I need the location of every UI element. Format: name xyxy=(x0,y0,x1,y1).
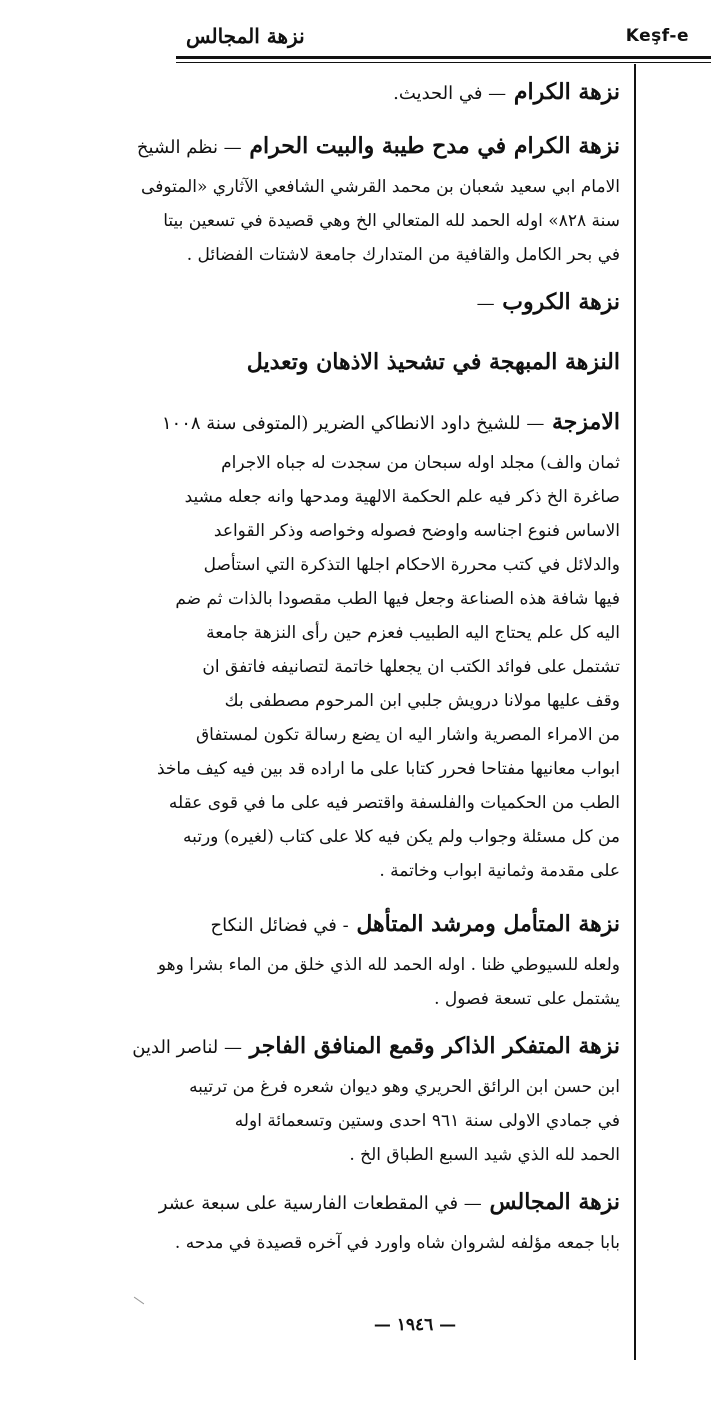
running-head-right: Keşf-e xyxy=(625,26,689,46)
entry-title: النزهة المبهجة في تشحيذ الاذهان وتعديل xyxy=(246,349,620,375)
body-text-line: ثمان والف) مجلد اوله سبحان من سجدت له جباه الاجرام xyxy=(221,453,620,473)
body-text-line: في بحر الكامل والقافية من المتدارك جامعة لاشتات الفضائل . xyxy=(186,245,620,265)
body-text-line: الحمد لله الذي شيد السبع الطباق الخ . xyxy=(349,1145,620,1165)
entry-spacer xyxy=(180,1016,620,1024)
entry-title: نزهة الكرام xyxy=(513,79,620,105)
body-text-line: صاغرة الخ ذكر فيه علم الحكمة الالهية ومدحها وانه جعله مشيد xyxy=(184,487,620,507)
column-rule xyxy=(634,64,636,1360)
body-text-line: ابن حسن ابن الرائق الحريري وهو ديوان شعره فرغ من ترتيبه xyxy=(189,1077,620,1097)
entry-title: نزهة المتفكر الذاكر وقمع المنافق الفاجر xyxy=(249,1033,620,1059)
body-text-line: الاساس فنوع اجناسه واوضح فصوله وخواصه وذكر القواعد xyxy=(213,521,620,541)
scan-mark xyxy=(134,1297,144,1305)
entry-subtitle: — نظم الشيخ xyxy=(136,137,242,158)
entries-column xyxy=(132,70,620,1268)
entry-subtitle: — لناصر الدين xyxy=(132,1037,242,1058)
entry-heading xyxy=(180,280,620,326)
entry-title: نزهة الكروب xyxy=(502,289,620,315)
body-text-line: من كل مسئلة وجواب ولم يكن فيه كلا على كتاب (لغيره) ورتبه xyxy=(182,827,620,847)
body-text-line: والدلائل في كتب محررة الاحكام اجلها التذكرة التي استأصل xyxy=(203,555,620,575)
entry-heading xyxy=(180,340,620,386)
entry-subtitle: - في فضائل النكاح xyxy=(210,915,349,936)
entry-title: نزهة المتأمل ومرشد المتأهل xyxy=(356,911,620,937)
body-text-line: يشتمل على تسعة فصول . xyxy=(434,989,620,1009)
body-text-line: من الامراء المصرية واشار اليه ان يضع رسالة تكون لمستفاق xyxy=(195,725,620,745)
entry-spacer xyxy=(180,272,620,280)
page-number: — ١٩٤٦ — xyxy=(373,1315,457,1335)
entry-heading xyxy=(136,124,620,170)
entry-title: نزهة الكرام في مدح طيبة والبيت الحرام xyxy=(249,133,620,159)
entry-spacer xyxy=(180,326,620,340)
entry-heading xyxy=(180,902,620,948)
body-text-line: ولعله للسيوطي ظنا . اوله الحمد لله الذي خلق من الماء بشرا وهو xyxy=(157,955,620,975)
body-text-line: الطب من الحكميات والفلسفة واقتصر فيه على ما في قوى عقله xyxy=(168,793,620,813)
entry-spacer xyxy=(180,386,620,400)
entry-subtitle: — للشيخ داود الانطاكي الضرير (المتوفى سنة ١٠٠٨ xyxy=(161,413,545,434)
entry-title: الامزجة xyxy=(552,409,620,435)
body-text-line: فيها شافة هذه الصناعة وجعل فيها الطب مقصودا بالذات ثم ضم xyxy=(175,589,620,609)
entry-spacer xyxy=(180,888,620,902)
body-text-line: تشتمل على فوائد الكتب ان يجعلها خاتمة لتصانيفه فاتفق ان xyxy=(202,657,620,677)
entry-spacer xyxy=(180,116,620,124)
entry-subtitle: — xyxy=(476,293,495,314)
running-head-left: نزهة المجالس xyxy=(186,24,305,48)
body-text-line: ابواب معانيها مفتاحا فحرر كتابا على ما اراده قد بين فيه كيف ماخذ xyxy=(156,759,620,779)
body-text-line: سنة ٨٢٨» اوله الحمد لله المتعالي الخ وهي قصيدة في تسعين بيتا xyxy=(163,211,620,231)
body-text-line: الامام ابي سعيد شعبان بن محمد القرشي الشافعي الآثاري «المتوفى xyxy=(141,177,620,197)
entry-subtitle: — في الحديث. xyxy=(393,83,507,104)
entry-heading xyxy=(180,70,620,116)
header-rule xyxy=(176,56,711,59)
entry-heading xyxy=(158,1180,620,1226)
body-text-line: وقف عليها مولانا درويش جلبي ابن المرحوم مصطفى بك xyxy=(224,691,620,711)
entry-title: نزهة المجالس xyxy=(489,1189,620,1215)
entry-spacer xyxy=(180,1260,620,1268)
body-text-line: اليه كل علم يحتاج اليه الطبيب فعزم حين رأى النزهة جامعة xyxy=(206,623,620,643)
body-text-line: في جمادي الاولى سنة ٩٦١ احدى وستين وتسعمائة اوله xyxy=(234,1111,620,1131)
header-rule-thin xyxy=(176,62,711,63)
entry-subtitle: — في المقطعات الفارسية على سبعة عشر xyxy=(158,1193,482,1214)
entry-spacer xyxy=(180,1172,620,1180)
entry-heading xyxy=(161,400,620,446)
body-text-line: على مقدمة وثمانية ابواب وخاتمة . xyxy=(379,861,620,881)
body-text-line: بابا جمعه مؤلفه لشروان شاه واورد في آخره قصيدة في مدحه . xyxy=(174,1233,620,1253)
entry-heading xyxy=(132,1024,620,1070)
